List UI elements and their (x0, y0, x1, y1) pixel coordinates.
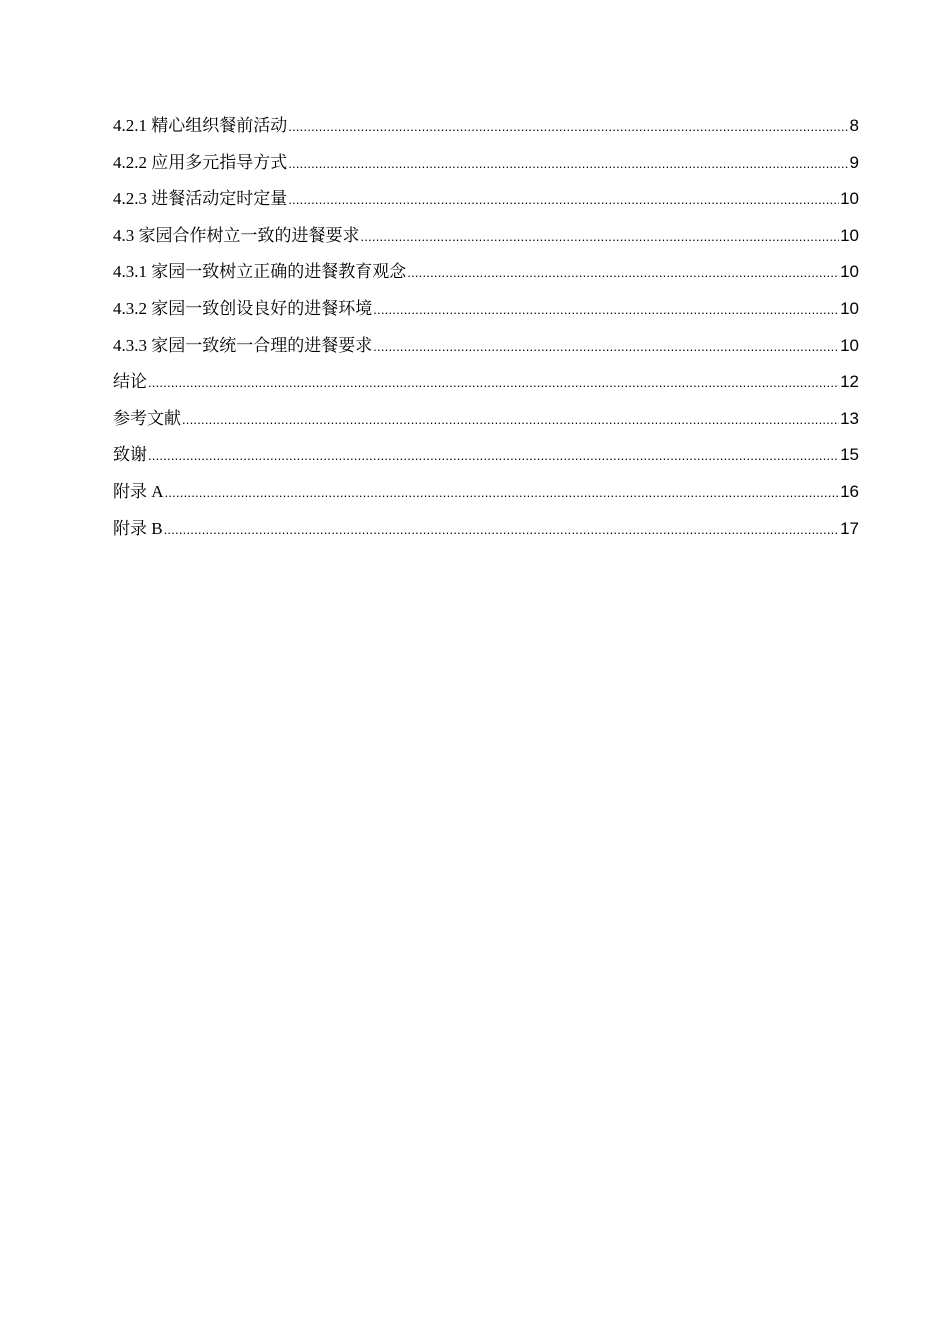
toc-entry-appendix-b[interactable] (113, 517, 859, 554)
toc-entry-title: 参考文献 (113, 408, 181, 428)
toc-dot-leader (361, 225, 840, 249)
toc-entry-title: 附录 B (113, 518, 163, 538)
toc-entry-conclusion[interactable] (113, 370, 859, 407)
toc-entry-4-3-2[interactable] (113, 297, 859, 334)
table-of-contents (113, 114, 859, 553)
toc-entry-acknowledgements[interactable] (113, 443, 859, 480)
toc-entry-4-3[interactable] (113, 224, 859, 261)
toc-dot-leader (288, 115, 848, 139)
toc-dot-leader (288, 152, 848, 176)
toc-dot-leader (148, 371, 839, 395)
toc-entry-page-number: 16 (840, 481, 859, 501)
toc-entry-4-2-2[interactable] (113, 151, 859, 188)
toc-dot-leader (164, 518, 839, 542)
toc-entry-page-number: 10 (840, 225, 859, 245)
toc-dot-leader (182, 408, 839, 432)
toc-entry-title: 4.3.2 家园一致创设良好的进餐环境 (113, 298, 373, 318)
toc-entry-page-number: 9 (849, 152, 859, 172)
toc-entry-4-2-3[interactable] (113, 187, 859, 224)
toc-entry-page-number: 12 (840, 372, 859, 392)
toc-entry-page-number: 10 (840, 335, 859, 355)
toc-entry-page-number: 10 (840, 189, 859, 209)
toc-entry-title: 附录 A (113, 481, 164, 501)
toc-entry-title: 4.2.2 应用多元指导方式 (113, 152, 288, 172)
toc-entry-title: 4.2.3 进餐活动定时定量 (113, 189, 288, 209)
toc-entry-title: 4.3.3 家园一致统一合理的进餐要求 (113, 335, 373, 355)
toc-entry-page-number: 8 (849, 116, 859, 135)
toc-dot-leader (148, 444, 839, 468)
toc-dot-leader (373, 335, 839, 359)
toc-dot-leader (373, 298, 839, 322)
toc-entry-4-2-1[interactable] (113, 114, 859, 151)
toc-entry-page-number: 10 (840, 262, 859, 282)
toc-entry-title: 4.3 家园合作树立一致的进餐要求 (113, 225, 360, 245)
toc-entry-page-number: 13 (840, 408, 859, 428)
toc-dot-leader (165, 481, 840, 505)
toc-entry-page-number: 15 (840, 445, 859, 465)
toc-entry-page-number: 17 (840, 518, 859, 538)
toc-entry-4-3-3[interactable] (113, 334, 859, 371)
toc-dot-leader (407, 261, 839, 285)
toc-entry-title: 致谢 (113, 445, 147, 465)
toc-entry-4-3-1[interactable] (113, 260, 859, 297)
toc-entry-page-number: 10 (840, 298, 859, 318)
toc-entry-references[interactable] (113, 407, 859, 444)
toc-entry-title: 结论 (113, 372, 147, 392)
toc-entry-title: 4.3.1 家园一致树立正确的进餐教育观念 (113, 262, 407, 282)
toc-dot-leader (288, 188, 839, 212)
toc-entry-title: 4.2.1 精心组织餐前活动 (113, 116, 288, 135)
toc-entry-appendix-a[interactable] (113, 480, 859, 517)
